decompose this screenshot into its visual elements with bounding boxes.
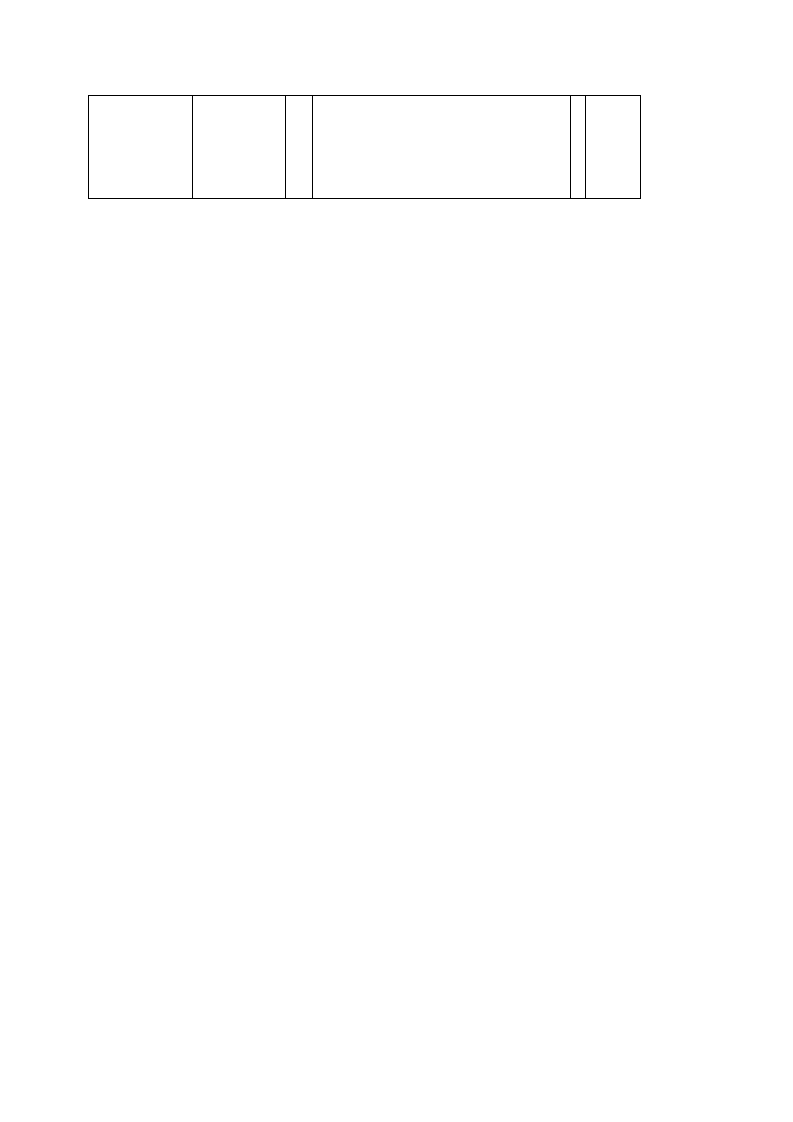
heading-line1 (104, 852, 132, 880)
percent-cell (571, 96, 586, 199)
budget-table (88, 95, 641, 199)
amount-cell (286, 96, 313, 199)
table-row (89, 96, 641, 199)
item-name-cell (193, 96, 286, 199)
value-cell (313, 96, 571, 199)
extra-cell (586, 96, 641, 199)
code-cell (89, 96, 193, 199)
